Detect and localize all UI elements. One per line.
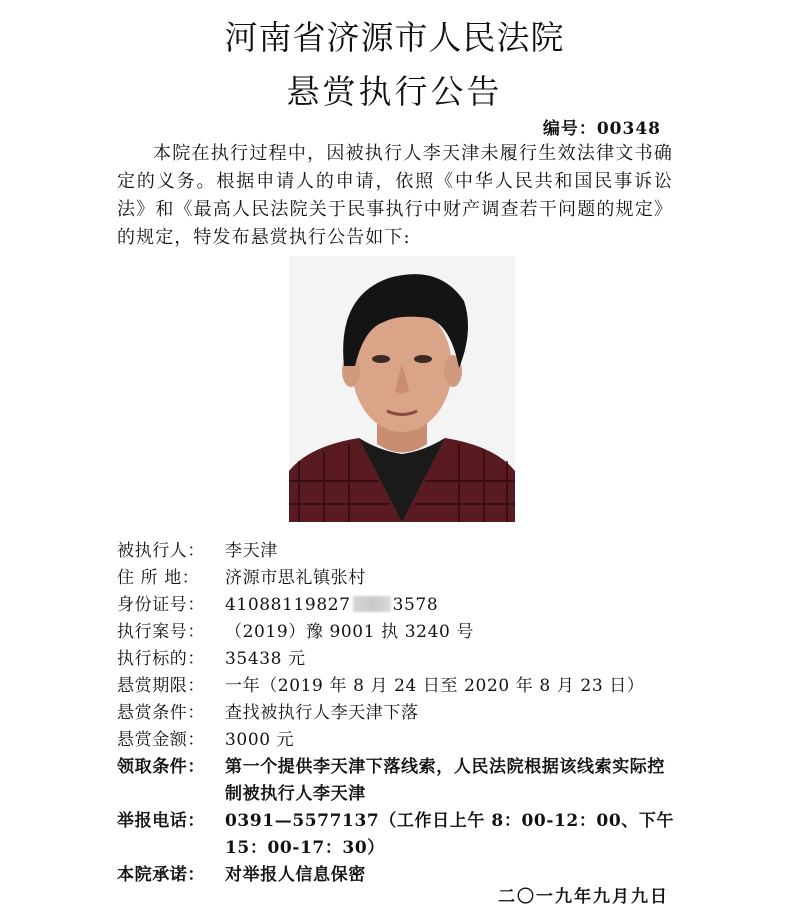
phone-label: 举报电话： bbox=[117, 811, 205, 831]
reward-amount-row bbox=[117, 727, 677, 754]
phone-value: 0391—5577137（工作日上午 8：00-12：00、下午 15：00-17：30） bbox=[225, 811, 675, 858]
debtor-value: 李天津 bbox=[225, 541, 278, 561]
reward-period-value: 一年（2019 年 8 月 24 日至 2020 年 8 月 23 日） bbox=[225, 676, 645, 696]
phone-row bbox=[117, 808, 677, 862]
reward-period-label: 悬赏期限： bbox=[117, 676, 205, 696]
case-number-label: 执行案号： bbox=[117, 622, 205, 642]
address-label: 住 所 地： bbox=[117, 568, 200, 588]
reward-amount-value: 3000 元 bbox=[225, 730, 295, 750]
case-number-value: （2019）豫 9001 执 3240 号 bbox=[225, 622, 475, 642]
claim-condition-row bbox=[117, 754, 677, 808]
claim-condition-label: 领取条件： bbox=[117, 757, 205, 777]
issue-date: 二〇一九年九月九日 bbox=[498, 887, 669, 907]
reward-condition-value: 查找被执行人李天津下落 bbox=[225, 703, 419, 723]
reward-condition-row bbox=[117, 700, 677, 727]
serial-number bbox=[543, 114, 661, 139]
amount-label: 执行标的： bbox=[117, 649, 205, 669]
claim-condition-value: 第一个提供李天津下落线索，人民法院根据该线索实际控制被执行人李天津 bbox=[225, 757, 665, 804]
amount-row bbox=[117, 646, 677, 673]
amount-value: 35438 元 bbox=[225, 649, 306, 669]
notice-details bbox=[117, 538, 677, 889]
court-name-title: 河南省济源市人民法院 bbox=[224, 18, 565, 57]
notice-title: 悬赏执行公告 bbox=[286, 72, 503, 111]
id-number-value bbox=[225, 592, 677, 619]
promise-value: 对举报人信息保密 bbox=[225, 865, 366, 885]
promise-label: 本院承诺： bbox=[117, 865, 205, 885]
address-value: 济源市思礼镇张村 bbox=[225, 568, 366, 588]
intro-paragraph: 本院在执行过程中，因被执行人李天津未履行生效法律文书确定的义务。根据申请人的申请，依照《中华人民共和国民事诉讼法》和《最高人民法院关于民事执行中财产调查若干问题的规定》的规定，特发布悬赏执行公告如下: bbox=[117, 143, 673, 248]
id-number-suffix: 3578 bbox=[392, 595, 439, 615]
serial-value: 00348 bbox=[596, 119, 661, 139]
serial-label: 编号： bbox=[542, 119, 597, 139]
debtor-label: 被执行人： bbox=[117, 541, 205, 561]
portrait-photo-icon bbox=[289, 256, 515, 522]
id-number-prefix: 41088119827 bbox=[225, 595, 351, 615]
reward-period-row bbox=[117, 673, 677, 700]
redaction-blur bbox=[353, 596, 391, 612]
case-number-row bbox=[117, 619, 677, 646]
debtor-portrait-photo bbox=[289, 256, 515, 522]
id-number-label: 身份证号： bbox=[117, 595, 205, 615]
address-row bbox=[117, 565, 677, 592]
debtor-row bbox=[117, 538, 677, 565]
id-number-row bbox=[117, 592, 677, 619]
reward-amount-label: 悬赏金额： bbox=[117, 730, 205, 750]
reward-condition-label: 悬赏条件： bbox=[117, 703, 205, 723]
